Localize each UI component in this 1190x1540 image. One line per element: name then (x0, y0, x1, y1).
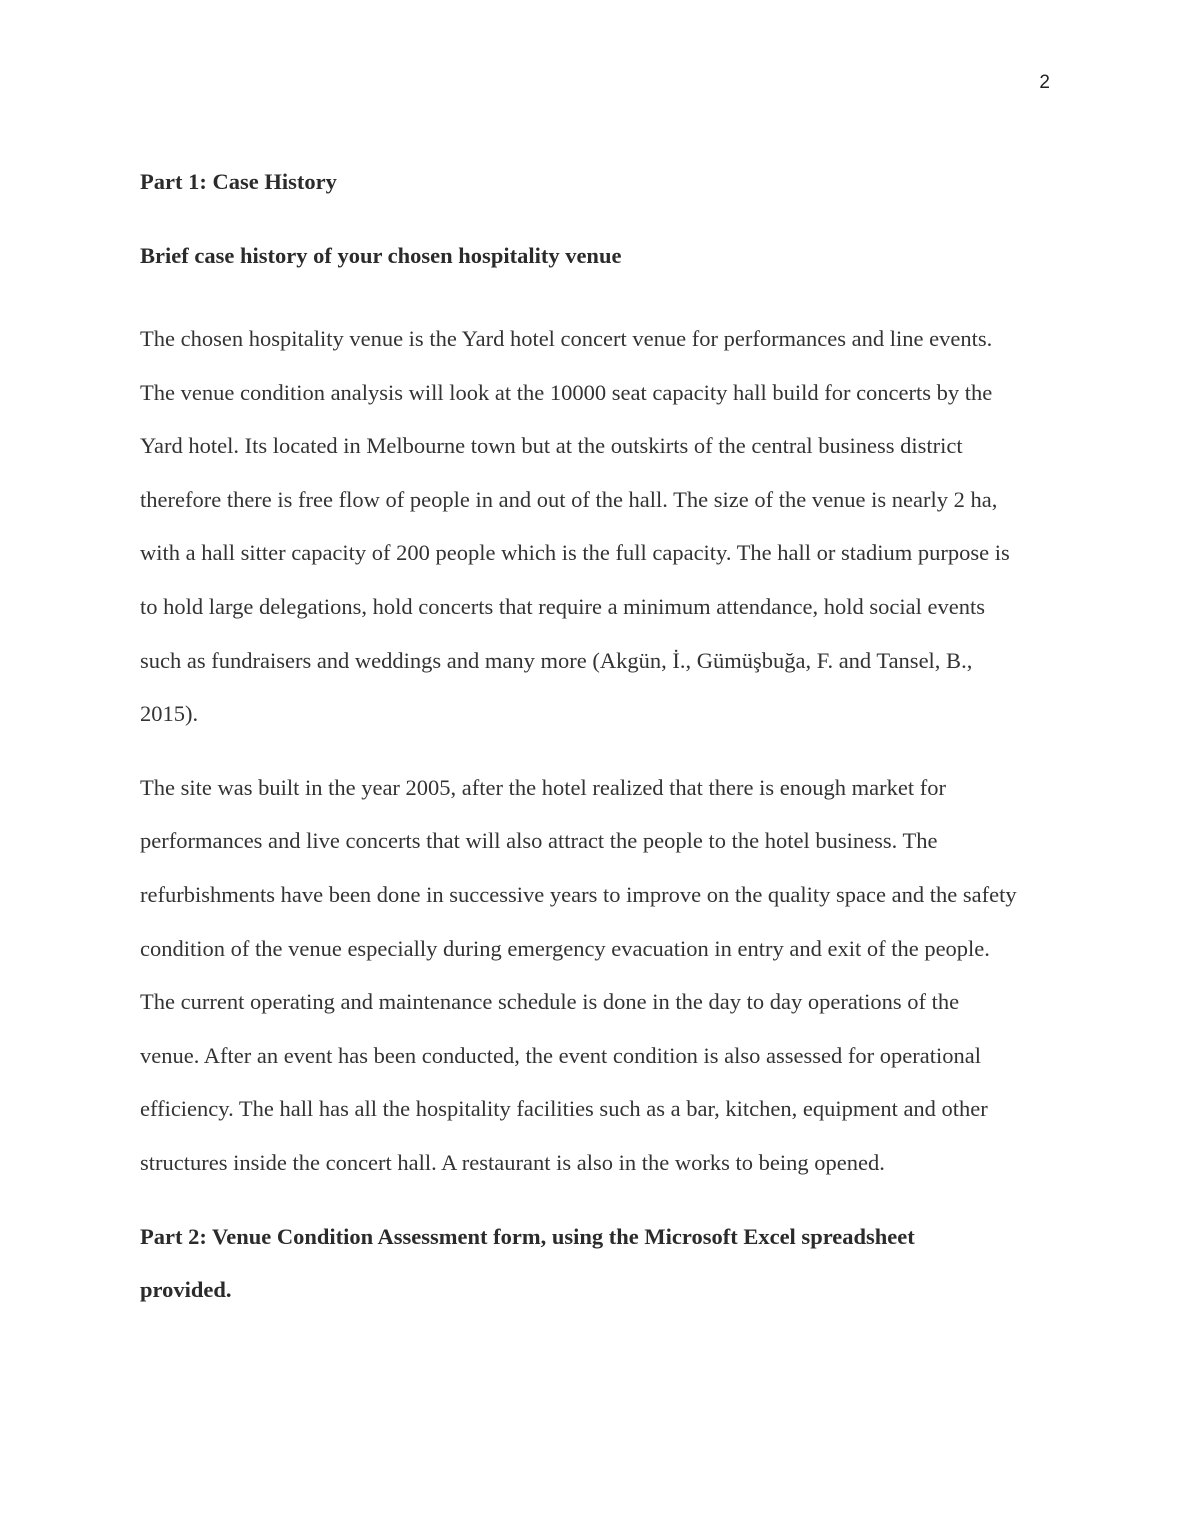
paragraph-venue-history (140, 761, 1060, 1190)
paragraph-venue-overview (140, 312, 1060, 741)
paragraph-line: therefore there is free flow of people in and out of the hall. The size of the venue is nearly 2 ha, (140, 486, 998, 512)
paragraph-line: to hold large delegations, hold concerts that require a minimum attendance, hold social events (140, 593, 985, 619)
part1-subheading: Brief case history of your chosen hospitality venue (140, 243, 622, 268)
part2-heading (140, 1210, 1060, 1317)
paragraph-line: venue. After an event has been conducted, the event condition is also assessed for operational (140, 1042, 981, 1068)
paragraph-line: The chosen hospitality venue is the Yard hotel concert venue for performances and line events. (140, 326, 993, 351)
paragraph-line: performances and live concerts that will also attract the people to the hotel business. The (140, 828, 938, 854)
paragraph-line: such as fundraisers and weddings and many more (Akgün, İ., Gümüşbuğa, F. and Tansel, B., (140, 647, 973, 673)
paragraph-line: refurbishments have been done in successive years to improve on the quality space and the safety (140, 881, 1017, 907)
paragraph-line: The site was built in the year 2005, after the hotel realized that there is enough market for (140, 774, 946, 800)
part2-heading-line: provided. (140, 1277, 232, 1303)
paragraph-line: 2015). (140, 701, 199, 727)
document-body (140, 164, 1060, 1317)
paragraph-line: condition of the venue especially during emergency evacuation in entry and exit of the people. (140, 935, 990, 961)
paragraph-line: with a hall sitter capacity of 200 people which is the full capacity. The hall or stadium purpose is (140, 540, 1010, 566)
paragraph-line: The current operating and maintenance schedule is done in the day to day operations of the (140, 989, 960, 1015)
paragraph-line: structures inside the concert hall. A restaurant is also in the works to being opened. (140, 1149, 885, 1175)
page-number: 2 (1039, 72, 1050, 93)
part1-heading: Part 1: Case History (140, 169, 337, 194)
paragraph-line: The venue condition analysis will look at the 10000 seat capacity hall build for concerts by the (140, 379, 993, 405)
paragraph-line: efficiency. The hall has all the hospitality facilities such as a bar, kitchen, equipment and other (140, 1096, 988, 1122)
part2-heading-line: Part 2: Venue Condition Assessment form, using the Microsoft Excel spreadsheet (140, 1223, 915, 1249)
paragraph-line: Yard hotel. Its located in Melbourne town but at the outskirts of the central business district (140, 433, 963, 459)
